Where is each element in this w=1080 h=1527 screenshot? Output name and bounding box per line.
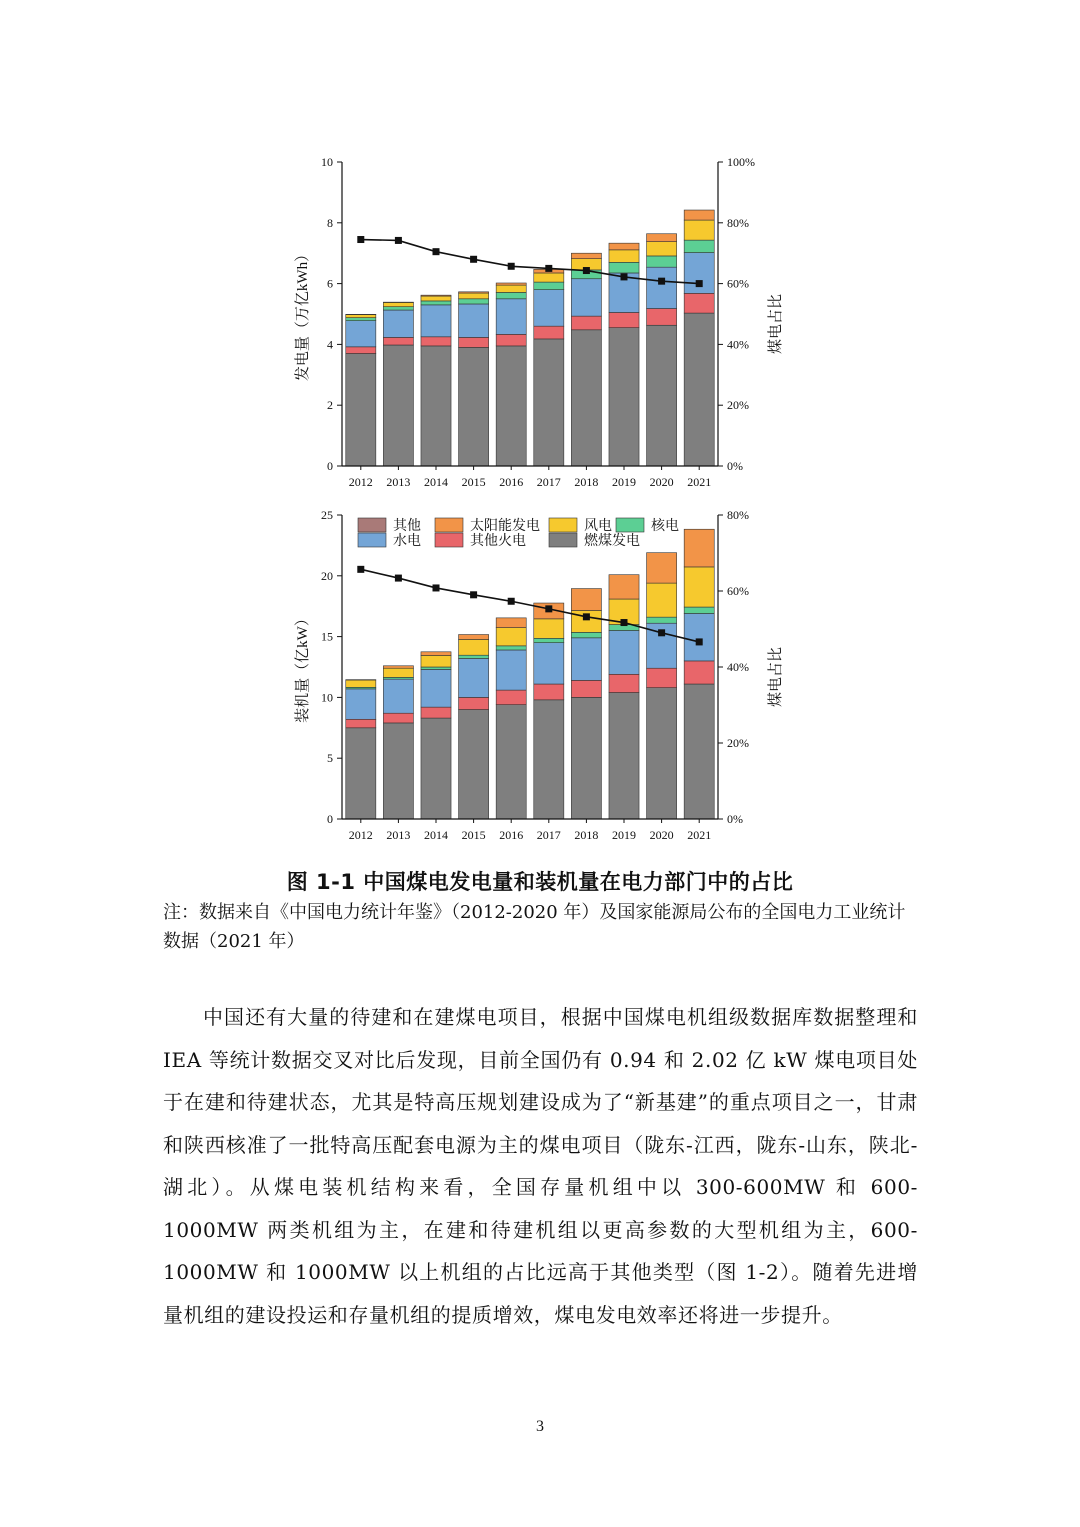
bar-segment <box>496 285 526 292</box>
x-tick-label: 2017 <box>536 828 561 842</box>
figure-caption: 图 1-1 中国煤电发电量和装机量在电力部门中的占比 <box>286 870 794 894</box>
bar-segment <box>421 718 451 819</box>
bar-segment <box>571 589 601 611</box>
legend-label: 太阳能发电 <box>470 519 540 534</box>
y2-tick-label: 100% <box>727 155 755 169</box>
y-tick-label: 5 <box>327 751 333 766</box>
y-tick-label: 0 <box>327 459 333 473</box>
bar-segment <box>383 345 413 466</box>
coal-share-point <box>545 265 552 272</box>
legend-swatch <box>358 533 386 547</box>
x-tick-label: 2020 <box>649 475 674 489</box>
x-tick-label: 2017 <box>536 475 561 489</box>
bar-segment <box>684 240 714 252</box>
bar-segment <box>459 347 489 466</box>
bar-segment <box>684 613 714 660</box>
x-tick-label: 2013 <box>386 828 411 842</box>
bar-segment <box>571 632 601 637</box>
coal-share-point <box>583 267 590 274</box>
bar-segment <box>684 210 714 220</box>
y-axis-title: 装机量（亿kW） <box>295 611 311 723</box>
y2-tick-label: 20% <box>727 736 749 750</box>
y2-axis-title: 煤电占比 <box>768 646 784 708</box>
bar-segment <box>571 316 601 330</box>
y2-tick-label: 60% <box>727 584 749 598</box>
bar-segment <box>421 655 451 667</box>
bar-segment <box>534 643 564 684</box>
bar-segment <box>684 293 714 313</box>
coal-share-point <box>583 613 590 620</box>
bar-segment <box>647 553 677 583</box>
bar-segment <box>459 299 489 304</box>
coal-share-point <box>658 278 665 285</box>
bar-segment <box>609 575 639 599</box>
y2-tick-label: 40% <box>727 337 749 352</box>
bar-segment <box>421 707 451 718</box>
bar-segment <box>421 346 451 466</box>
y-tick-label: 10 <box>321 690 333 705</box>
bar-segment <box>647 234 677 242</box>
x-tick-label: 2012 <box>348 475 373 489</box>
bar-segment <box>684 567 714 607</box>
bar-segment <box>684 607 714 613</box>
bar-segment <box>459 710 489 819</box>
bar-segment <box>496 650 526 690</box>
bar-segment <box>684 529 714 567</box>
bar-segment <box>609 250 639 262</box>
bar-segment <box>647 617 677 623</box>
bar-segment <box>496 618 526 628</box>
bar-segment <box>609 693 639 819</box>
bar-segment <box>383 666 413 668</box>
y2-tick-label: 0% <box>727 459 743 473</box>
y2-tick-label: 40% <box>727 660 749 674</box>
y-tick-label: 10 <box>321 155 333 169</box>
x-tick-label: 2018 <box>574 475 599 489</box>
bar-segment <box>421 337 451 346</box>
bar-segment <box>459 304 489 337</box>
coal-share-point <box>508 263 515 270</box>
bar-segment <box>383 302 413 306</box>
x-tick-label: 2013 <box>386 475 411 489</box>
coal-share-point <box>696 280 703 287</box>
coal-share-point <box>357 236 364 243</box>
y-tick-label: 25 <box>321 508 333 522</box>
legend-swatch <box>358 518 386 532</box>
bar-segment <box>609 312 639 327</box>
y2-tick-label: 0% <box>727 812 743 826</box>
bar-segment <box>421 305 451 337</box>
coal-share-point <box>433 248 440 255</box>
coal-share-point <box>395 237 402 244</box>
bar-segment <box>534 684 564 700</box>
bar-segment <box>346 318 376 321</box>
bar-segment <box>534 700 564 819</box>
bar-segment <box>383 679 413 713</box>
legend-swatch <box>435 533 463 547</box>
bar-segment <box>684 313 714 466</box>
y2-tick-label: 80% <box>727 215 749 230</box>
legend-swatch <box>549 518 577 532</box>
bar-segment <box>609 328 639 466</box>
bar-segment <box>383 337 413 345</box>
bar-segment <box>684 220 714 240</box>
bar-segment <box>534 290 564 326</box>
y2-tick-label: 60% <box>727 276 749 291</box>
bar-segment <box>459 337 489 347</box>
bar-segment <box>571 697 601 819</box>
bar-segment <box>534 273 564 282</box>
bar-segment <box>346 354 376 466</box>
bar-segment <box>647 309 677 326</box>
legend-label: 核电 <box>651 519 679 534</box>
bar-segment <box>534 638 564 642</box>
bar-segment <box>647 256 677 267</box>
bar-segment <box>383 723 413 819</box>
bar-segment <box>496 690 526 705</box>
bar-segment <box>571 253 601 258</box>
legend-label: 其他火电 <box>470 534 526 549</box>
y-axis-title: 发电量（万亿kWh） <box>295 246 311 382</box>
bar-segment <box>459 655 489 658</box>
coal-share-point <box>621 273 628 280</box>
bar-segment <box>534 619 564 638</box>
legend-swatch <box>616 518 644 532</box>
x-tick-label: 2015 <box>461 475 486 489</box>
bar-segment <box>346 680 376 687</box>
y-tick-label: 4 <box>327 337 333 352</box>
x-tick-label: 2018 <box>574 828 599 842</box>
bar-segment <box>346 689 376 719</box>
bar-segment <box>421 296 451 301</box>
bar-segment <box>496 334 526 346</box>
coal-share-point <box>395 575 402 582</box>
legend <box>358 517 679 549</box>
bar-segment <box>459 658 489 697</box>
bar-segment <box>609 674 639 692</box>
bar-segment <box>383 668 413 677</box>
y2-axis-title: 煤电占比 <box>768 293 784 355</box>
legend-label: 水电 <box>393 534 421 549</box>
coal-share-point <box>545 605 552 612</box>
bar-segment <box>609 631 639 675</box>
legend-swatch <box>435 518 463 532</box>
bar-segment <box>459 635 489 640</box>
coal-share-point <box>621 619 628 626</box>
bar-segment <box>496 299 526 335</box>
bar-segment <box>647 325 677 466</box>
figure-note: 注：数据来自《中国电力统计年鉴》（2012-2020 年）及国家能源局公布的全国电力工业统计数据（2021 年） <box>163 902 906 952</box>
y2-tick-label: 20% <box>727 398 749 413</box>
y2-tick-label: 80% <box>727 508 749 522</box>
bar-segment <box>496 283 526 285</box>
bar-segment <box>346 728 376 819</box>
bar-segment <box>383 310 413 337</box>
x-tick-label: 2019 <box>612 475 636 489</box>
bar-segment <box>571 279 601 316</box>
legend-swatch <box>549 533 577 547</box>
bar-segment <box>647 267 677 308</box>
y-tick-label: 20 <box>321 568 333 583</box>
bar-segment <box>459 639 489 655</box>
body-paragraph: 中国还有大量的待建和在建煤电项目，根据中国煤电机组级数据库数据整理和 IEA 等统计数据交叉对比后发现，目前全国仍有 0.94 和 2.02 亿 kW 煤电项目处于在建和待建状态，尤其是特高压规划建设成为了“新基建”的重点项目之一，甘肃和陕西核准了一批特高压配套电源为主的煤电项目（陇东-江西，陇东-山东，陕北-湖北）。从煤电装机结构来看，全国存量机组中以 300-600MW 和 600-1000MW 两类机组为主，在建和待建机组以更高参数的大型机组为主，600-1000MW 和 1000MW 以上机组的占比远高于其他类型（图 1-2）。随着先进增量机组的建设投运和存量机组的提质增效，煤电发电效率还将进一步提升。 <box>163 1005 918 1327</box>
chart-panel-2 <box>294 508 784 842</box>
x-tick-label: 2015 <box>461 828 486 842</box>
x-tick-label: 2020 <box>649 828 674 842</box>
bar-segment <box>496 646 526 650</box>
y-tick-label: 6 <box>327 276 333 291</box>
bar-segment <box>684 684 714 819</box>
bar-segment <box>647 688 677 819</box>
x-tick-label: 2012 <box>348 828 373 842</box>
bar-segment <box>346 347 376 354</box>
x-tick-label: 2014 <box>424 828 448 842</box>
bar-segment <box>383 713 413 723</box>
y-tick-label: 2 <box>327 398 333 413</box>
bar-segment <box>684 661 714 684</box>
bar-segment <box>496 346 526 466</box>
x-tick-label: 2021 <box>687 475 712 489</box>
chart-panel-1 <box>293 155 784 489</box>
bar-segment <box>571 330 601 466</box>
x-tick-label: 2021 <box>687 828 712 842</box>
bar-segment <box>534 339 564 466</box>
coal-share-point <box>470 256 477 263</box>
coal-share-point <box>433 584 440 591</box>
bar-segment <box>647 242 677 256</box>
bar-segment <box>346 719 376 728</box>
bar-segment <box>609 243 639 250</box>
coal-share-point <box>470 591 477 598</box>
x-tick-label: 2019 <box>612 828 636 842</box>
x-tick-label: 2016 <box>499 475 524 489</box>
bar-segment <box>459 293 489 299</box>
legend-label: 其他 <box>393 519 421 534</box>
bar-segment <box>684 253 714 294</box>
page-number: 3 <box>536 1418 544 1435</box>
bar-segment <box>383 307 413 310</box>
coal-share-point <box>696 638 703 645</box>
bar-segment <box>496 292 526 298</box>
y-tick-label: 0 <box>327 812 333 826</box>
bar-segment <box>496 628 526 646</box>
x-tick-label: 2016 <box>499 828 524 842</box>
bar-segment <box>609 262 639 273</box>
x-tick-label: 2014 <box>424 475 448 489</box>
bar-segment <box>346 315 376 318</box>
bar-segment <box>421 669 451 707</box>
bar-segment <box>647 668 677 687</box>
bar-segment <box>421 295 451 296</box>
coal-share-point <box>357 566 364 573</box>
bar-segment <box>571 638 601 681</box>
bar-segment <box>459 697 489 709</box>
bar-segment <box>421 667 451 669</box>
bar-segment <box>571 680 601 697</box>
bar-segment <box>534 282 564 290</box>
bar-segment <box>534 326 564 339</box>
bar-segment <box>346 321 376 347</box>
legend-label: 燃煤发电 <box>584 534 640 549</box>
coal-share-point <box>508 598 515 605</box>
bar-segment <box>647 583 677 617</box>
coal-share-point <box>658 629 665 636</box>
bar-segment <box>459 292 489 293</box>
bar-segment <box>421 301 451 305</box>
bar-segment <box>496 705 526 819</box>
y-tick-label: 15 <box>321 629 333 644</box>
y-tick-label: 8 <box>327 215 333 230</box>
legend-label: 风电 <box>584 519 612 534</box>
bar-segment <box>421 652 451 656</box>
